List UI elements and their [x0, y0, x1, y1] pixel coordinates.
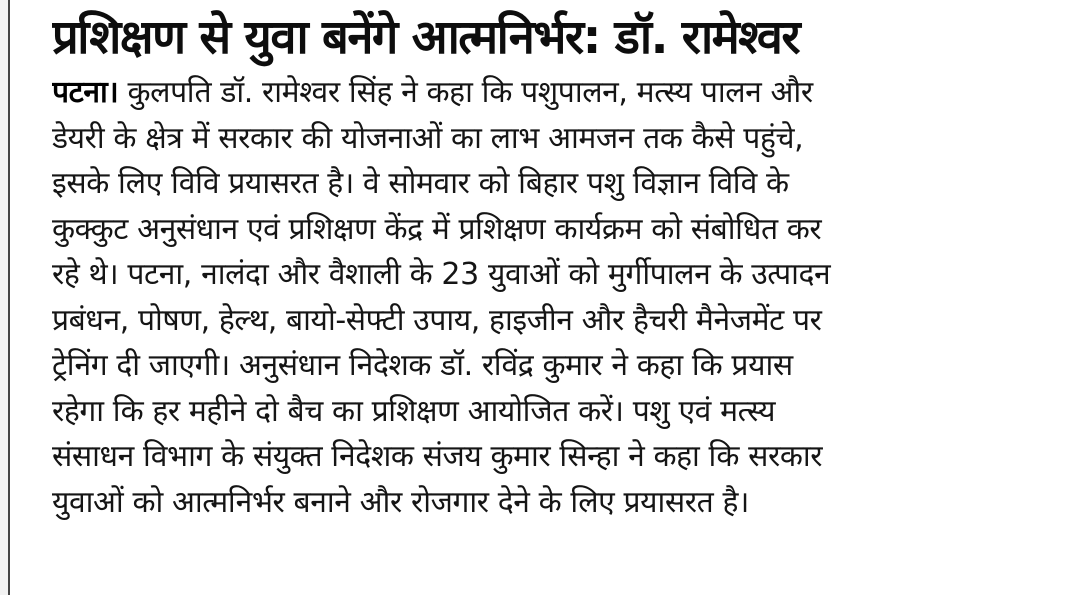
- article-line-9: संसाधन विभाग के संयुक्त निदेशक संजय कुमार सिन्हा ने कहा कि सरकार: [52, 439, 823, 474]
- news-article: [52, 0, 1062, 595]
- article-line-4: कुक्कुट अनुसंधान एवं प्रशिक्षण केंद्र में प्रशिक्षण कार्यक्रम को संबोधित कर: [52, 211, 822, 247]
- article-line-2: डेयरी के क्षेत्र में सरकार की योजनाओं का लाभ आमजन तक कैसे पहुंचे,: [52, 120, 804, 156]
- article-line-3: इसके लिए विवि प्रयासरत है। वे सोमवार को बिहार पशु विज्ञान विवि के: [52, 166, 789, 201]
- dateline: पटना।: [52, 75, 119, 110]
- article-line-10: युवाओं को आत्मनिर्भर बनाने और रोजगार देने के लिए प्रयासरत है।: [52, 484, 749, 520]
- article-line-7: ट्रेनिंग दी जाएगी। अनुसंधान निदेशक डॉ. रविंद्र कुमार ने कहा कि प्रयास: [52, 348, 793, 383]
- article-headline: प्रशिक्षण से युवा बनेंगे आत्मनिर्भर: डॉ. रामेश्वर: [52, 10, 800, 65]
- article-line-6: प्रबंधन, पोषण, हेल्थ, बायो-सेफ्टी उपाय, हाइजीन और हैचरी मैनेजमेंट पर: [52, 302, 822, 338]
- article-body: [52, 70, 1062, 525]
- article-line-8: रहेगा कि हर महीने दो बैच का प्रशिक्षण आयोजित करें। पशु एवं मत्स्य: [52, 393, 776, 429]
- article-line-1-text: कुलपति डॉ. रामेश्वर सिंह ने कहा कि पशुपालन, मत्स्य पालन और: [118, 75, 813, 110]
- article-line-1: [52, 70, 1062, 116]
- page-edge: [0, 0, 10, 595]
- article-line-5: रहे थे। पटना, नालंदा और वैशाली के 23 युवाओं को मुर्गीपालन के उत्पादन: [52, 257, 831, 292]
